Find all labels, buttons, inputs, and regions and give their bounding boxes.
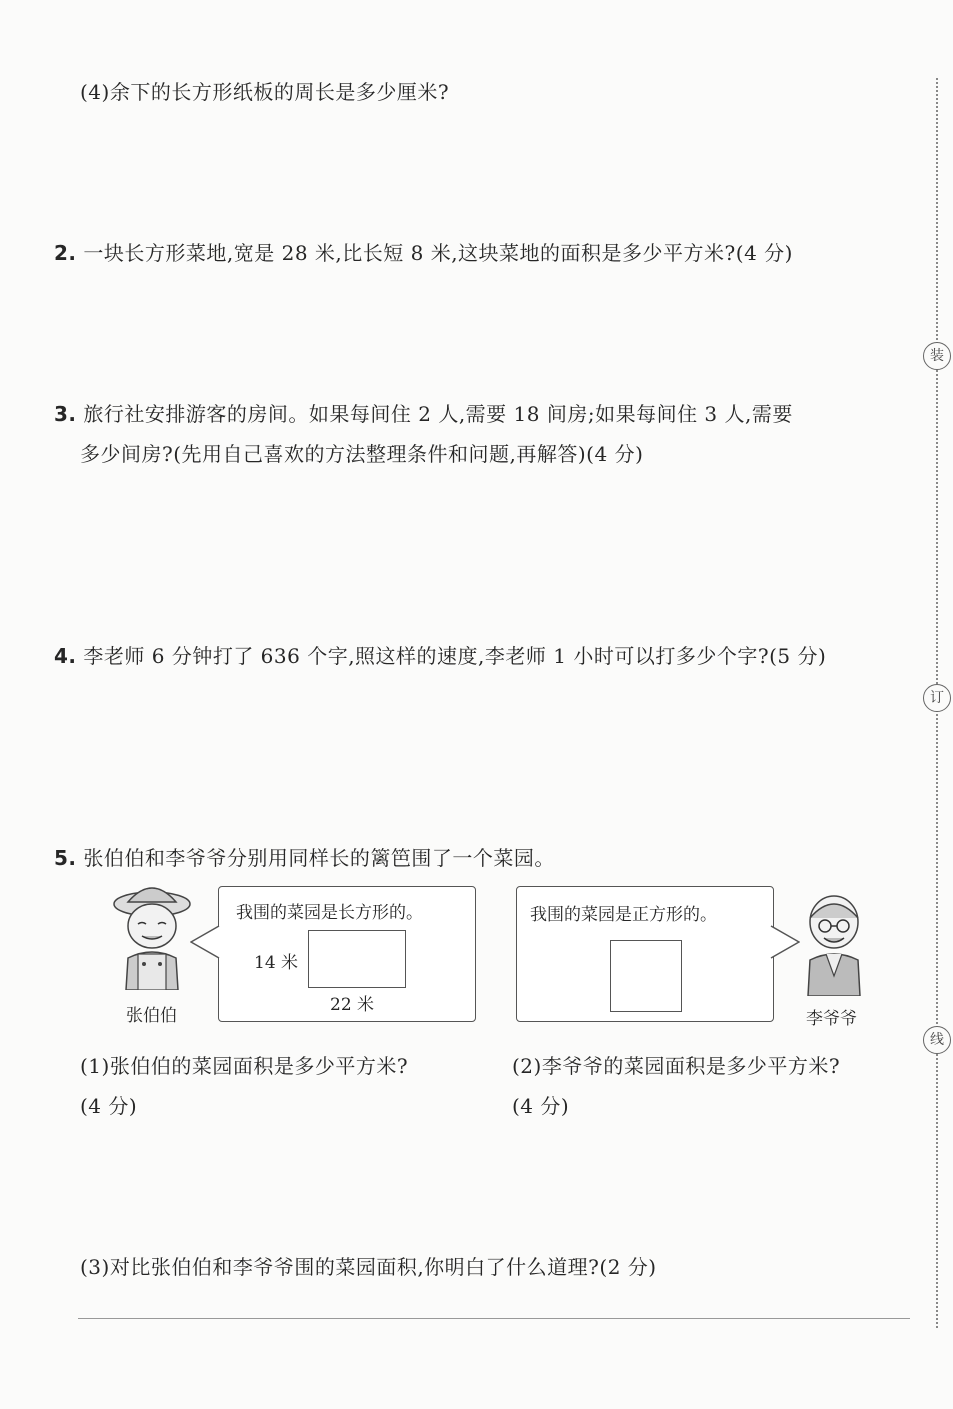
binding-seal-3: 线 <box>923 1026 951 1054</box>
q5-text: 张伯伯和李爷爷分别用同样长的篱笆围了一个菜园。 <box>83 846 555 870</box>
rectangle-garden <box>308 930 406 988</box>
square-garden <box>610 940 682 1012</box>
q4-text: 李老师 6 分钟打了 636 个字,照这样的速度,李老师 1 小时可以打多少个字?(5 分) <box>83 644 827 668</box>
q5-part3: (3)对比张伯伯和李爷爷围的菜园面积,你明白了什么道理?(2 分) <box>80 1255 657 1279</box>
q2-number: 2. <box>54 241 77 265</box>
q1-part4: (4)余下的长方形纸板的周长是多少厘米? <box>80 80 450 104</box>
question-3 <box>54 398 793 427</box>
rect-width-label: 14 米 <box>254 953 299 973</box>
binding-seal-1: 装 <box>923 342 951 370</box>
q4-number: 4. <box>54 644 77 668</box>
q5-part2-line2: (4 分) <box>512 1094 570 1118</box>
bottom-rule <box>78 1318 910 1319</box>
q3-line1: 旅行社安排游客的房间。如果每间住 2 人,需要 18 间房;如果每间住 3 人,需要 <box>83 402 793 426</box>
q5-part1-line1: (1)张伯伯的菜园面积是多少平方米? <box>80 1054 409 1078</box>
grandpa-li-illustration <box>794 890 878 996</box>
question-4 <box>54 640 826 669</box>
right-bubble-text: 我围的菜园是正方形的。 <box>530 905 717 925</box>
rect-length-label: 22 米 <box>330 995 375 1015</box>
q5-number: 5. <box>54 846 77 870</box>
q2-text: 一块长方形菜地,宽是 28 米,比长短 8 米,这块菜地的面积是多少平方米?(4 分) <box>83 241 793 265</box>
question-2 <box>54 237 793 266</box>
grandpa-li-label: 李爷爷 <box>806 1009 857 1029</box>
left-bubble-tail <box>190 924 220 964</box>
question-5 <box>54 842 555 871</box>
q3-number: 3. <box>54 402 77 426</box>
q5-part2-line1: (2)李爷爷的菜园面积是多少平方米? <box>512 1054 841 1078</box>
binding-seal-2: 订 <box>923 684 951 712</box>
q3-line2: 多少间房?(先用自己喜欢的方法整理条件和问题,再解答)(4 分) <box>80 442 644 466</box>
left-bubble-text: 我围的菜园是长方形的。 <box>236 903 423 923</box>
q5-part1-line2: (4 分) <box>80 1094 138 1118</box>
uncle-zhang-illustration <box>108 880 196 990</box>
uncle-zhang-label: 张伯伯 <box>126 1006 177 1026</box>
